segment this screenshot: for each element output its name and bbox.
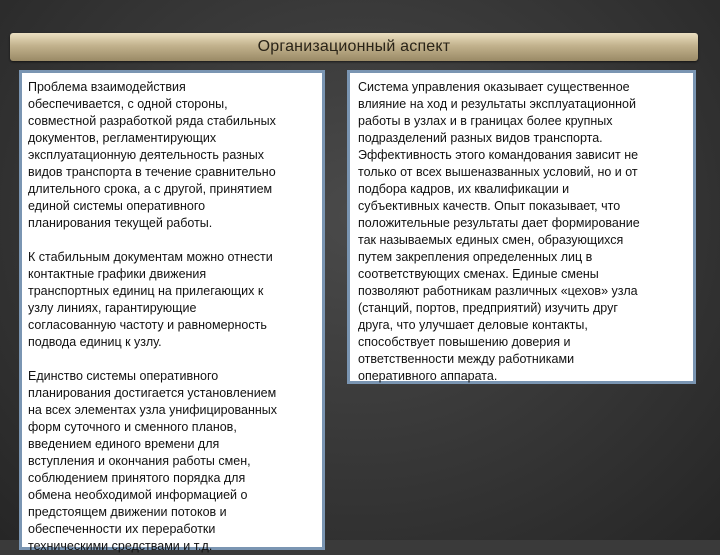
- left-paragraph-2: К стабильным документам можно отнести контактные графики движения транспортных единиц на прилегающих к узлу линиях, гарантирующие согласованную частоту и равномерность подвода единиц к узлу.: [28, 250, 273, 349]
- right-paragraph: Система управления оказывает существенное влияние на ход и результаты эксплуатационной работы в узлах и в границах более крупных подразделений разных видов транспорта. Эффективность этого командования зависит не только от всех вышеназванных условий, но и от подбора кадров, их квалификации и субъективных качеств. Опыт показывает, что положительные результаты дает формирование так называемых единых смен, образующихся путем закрепления определенных лиц в соответствующих сменах. Единые смены позволяют работникам различных «цехов» узла (станций, портов, предприятий) изучить друг друга, что улучшает деловые контакты, способствует повышению доверия и ответственности между работниками оперативного аппарата.: [358, 80, 640, 383]
- paragraph-spacer: [28, 351, 314, 368]
- paragraph-spacer: [28, 232, 314, 249]
- left-paragraph-3: Единство системы оперативного планирования достигается установлением на всех элементах узла унифицированных форм суточного и сменного планов, введением единого времени для вступления и окончания работы смен, соблюдением принятого порядка для обмена необходимой информацией о предстоящем движении потоков и обеспеченности их переработки техническими средствами и т.д.: [28, 369, 278, 553]
- title-bar: [10, 33, 698, 61]
- right-text-panel: [347, 70, 696, 384]
- left-paragraph-1: Проблема взаимодействия обеспечивается, с одной стороны, совместной разработкой ряда стабильных документов, регламентирующих эксплуатационную деятельность разных видов транспорта в течение сравнительно длительного срока, а с другой, принятием единой системы оперативного планирования текущей работы.: [28, 80, 276, 230]
- left-text-panel: [19, 70, 325, 553]
- slide-title: Организационный аспект: [257, 38, 451, 55]
